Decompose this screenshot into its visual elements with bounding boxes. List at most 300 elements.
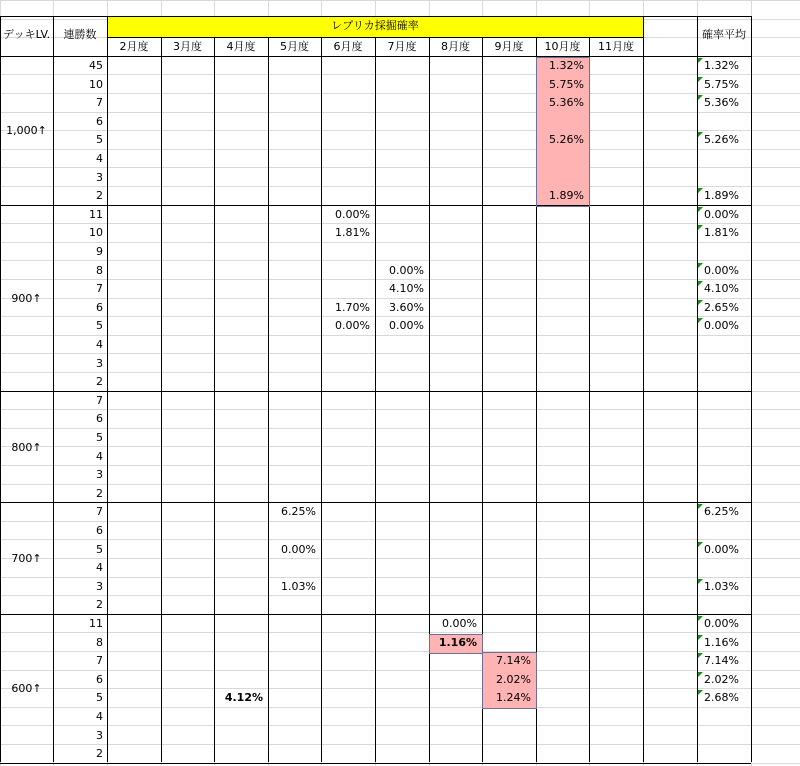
value-cell[interactable] [482, 634, 531, 652]
value-cell[interactable] [375, 392, 424, 410]
value-cell[interactable] [268, 243, 316, 261]
value-cell[interactable] [268, 355, 316, 373]
value-cell[interactable] [214, 466, 263, 484]
value-cell[interactable] [482, 317, 531, 335]
value-cell[interactable] [429, 410, 477, 428]
value-cell[interactable] [161, 317, 209, 335]
value-cell[interactable] [214, 392, 263, 410]
value-cell[interactable] [214, 429, 263, 447]
value-cell[interactable] [268, 671, 316, 689]
value-cell[interactable] [536, 615, 584, 633]
value-cell[interactable] [482, 485, 531, 503]
value-cell[interactable] [107, 708, 156, 726]
value-cell[interactable] [429, 280, 477, 298]
value-cell[interactable] [589, 448, 638, 466]
value-cell[interactable] [536, 522, 584, 540]
value-cell[interactable] [107, 429, 156, 447]
value-cell[interactable] [268, 634, 316, 652]
value-cell[interactable] [482, 113, 531, 131]
value-cell[interactable] [536, 243, 584, 261]
value-cell[interactable]: 0.00% [442, 617, 477, 630]
value-cell[interactable] [429, 541, 477, 559]
value-cell[interactable] [161, 224, 209, 242]
average-cell[interactable] [697, 336, 739, 354]
value-cell[interactable] [482, 559, 531, 577]
value-cell[interactable]: 7.14% [496, 654, 531, 667]
value-cell[interactable] [375, 169, 424, 187]
value-cell[interactable] [268, 466, 316, 484]
value-cell[interactable] [589, 76, 638, 94]
value-cell[interactable] [536, 541, 584, 559]
value-cell[interactable] [214, 559, 263, 577]
value-cell[interactable] [482, 206, 531, 224]
value-cell[interactable] [482, 94, 531, 112]
value-cell[interactable] [482, 578, 531, 596]
value-cell[interactable] [161, 187, 209, 205]
value-cell[interactable] [429, 708, 477, 726]
average-cell[interactable]: 1.32% [704, 59, 739, 72]
value-cell[interactable] [214, 503, 263, 521]
value-cell[interactable] [214, 262, 263, 280]
average-cell[interactable] [697, 708, 739, 726]
value-cell[interactable] [321, 448, 370, 466]
value-cell[interactable] [161, 169, 209, 187]
value-cell[interactable] [375, 485, 424, 503]
value-cell[interactable] [107, 299, 156, 317]
value-cell[interactable] [161, 206, 209, 224]
value-cell[interactable] [589, 466, 638, 484]
value-cell[interactable] [589, 336, 638, 354]
value-cell[interactable] [268, 57, 316, 75]
value-cell[interactable] [429, 131, 477, 149]
value-cell[interactable] [482, 392, 531, 410]
value-cell[interactable] [536, 485, 584, 503]
value-cell[interactable] [375, 596, 424, 614]
value-cell[interactable] [161, 355, 209, 373]
average-cell[interactable]: 1.89% [704, 189, 739, 202]
average-cell[interactable]: 5.26% [704, 133, 739, 146]
value-cell[interactable] [589, 671, 638, 689]
value-cell[interactable] [268, 299, 316, 317]
value-cell[interactable] [321, 634, 370, 652]
value-cell[interactable] [482, 336, 531, 354]
value-cell[interactable]: 1.81% [335, 226, 370, 239]
value-cell[interactable] [161, 727, 209, 745]
value-cell[interactable] [321, 708, 370, 726]
average-cell[interactable] [697, 559, 739, 577]
value-cell[interactable] [107, 727, 156, 745]
value-cell[interactable] [214, 522, 263, 540]
value-cell[interactable] [375, 727, 424, 745]
value-cell[interactable] [107, 113, 156, 131]
average-cell[interactable]: 7.14% [704, 654, 739, 667]
value-cell[interactable] [482, 169, 531, 187]
value-cell[interactable] [321, 652, 370, 670]
value-cell[interactable] [268, 615, 316, 633]
average-cell[interactable] [697, 355, 739, 373]
value-cell[interactable] [589, 187, 638, 205]
value-cell[interactable] [429, 578, 477, 596]
value-cell[interactable] [536, 708, 584, 726]
value-cell[interactable] [482, 708, 531, 726]
value-cell[interactable] [321, 355, 370, 373]
value-cell[interactable] [375, 410, 424, 428]
value-cell[interactable] [161, 373, 209, 391]
value-cell[interactable] [482, 410, 531, 428]
value-cell[interactable]: 5.36% [549, 96, 584, 109]
value-cell[interactable] [536, 317, 584, 335]
value-cell[interactable] [375, 373, 424, 391]
value-cell[interactable] [107, 76, 156, 94]
value-cell[interactable] [375, 503, 424, 521]
value-cell[interactable] [107, 559, 156, 577]
value-cell[interactable] [268, 708, 316, 726]
value-cell[interactable] [536, 355, 584, 373]
value-cell[interactable] [321, 94, 370, 112]
value-cell[interactable] [268, 224, 316, 242]
value-cell[interactable] [589, 94, 638, 112]
value-cell[interactable] [429, 299, 477, 317]
value-cell[interactable]: 1.70% [335, 301, 370, 314]
value-cell[interactable] [161, 689, 209, 707]
value-cell[interactable] [589, 522, 638, 540]
average-cell[interactable]: 0.00% [704, 264, 739, 277]
value-cell[interactable] [375, 559, 424, 577]
average-cell[interactable] [697, 485, 739, 503]
value-cell[interactable] [107, 671, 156, 689]
value-cell[interactable] [482, 727, 531, 745]
value-cell[interactable] [482, 131, 531, 149]
value-cell[interactable] [321, 522, 370, 540]
value-cell[interactable] [589, 485, 638, 503]
value-cell[interactable] [375, 57, 424, 75]
value-cell[interactable] [321, 429, 370, 447]
value-cell[interactable] [482, 76, 531, 94]
value-cell[interactable] [321, 578, 370, 596]
value-cell[interactable] [161, 503, 209, 521]
value-cell[interactable] [589, 708, 638, 726]
value-cell[interactable] [429, 689, 477, 707]
value-cell[interactable] [214, 57, 263, 75]
value-cell[interactable] [214, 355, 263, 373]
average-cell[interactable] [697, 243, 739, 261]
value-cell[interactable]: 6.25% [281, 505, 316, 518]
value-cell[interactable] [321, 503, 370, 521]
value-cell[interactable] [375, 448, 424, 466]
value-cell[interactable] [161, 559, 209, 577]
average-cell[interactable]: 2.65% [704, 301, 739, 314]
average-cell[interactable]: 0.00% [704, 543, 739, 556]
value-cell[interactable] [214, 76, 263, 94]
value-cell[interactable] [161, 336, 209, 354]
value-cell[interactable]: 2.02% [496, 673, 531, 686]
value-cell[interactable] [482, 187, 531, 205]
value-cell[interactable] [107, 243, 156, 261]
value-cell[interactable] [268, 169, 316, 187]
value-cell[interactable] [429, 206, 477, 224]
value-cell[interactable] [589, 596, 638, 614]
value-cell[interactable] [321, 262, 370, 280]
value-cell[interactable] [321, 410, 370, 428]
value-cell[interactable] [214, 448, 263, 466]
value-cell[interactable] [536, 150, 584, 168]
average-cell[interactable] [697, 392, 739, 410]
value-cell[interactable] [589, 317, 638, 335]
value-cell[interactable] [214, 299, 263, 317]
value-cell[interactable] [589, 652, 638, 670]
value-cell[interactable] [429, 187, 477, 205]
value-cell[interactable] [161, 150, 209, 168]
value-cell[interactable] [375, 652, 424, 670]
value-cell[interactable] [589, 634, 638, 652]
value-cell[interactable] [429, 243, 477, 261]
value-cell[interactable] [214, 187, 263, 205]
value-cell[interactable] [536, 299, 584, 317]
value-cell[interactable] [482, 224, 531, 242]
value-cell[interactable] [589, 429, 638, 447]
value-cell[interactable] [214, 652, 263, 670]
value-cell[interactable] [375, 150, 424, 168]
value-cell[interactable]: 4.12% [224, 691, 263, 704]
value-cell[interactable] [161, 113, 209, 131]
value-cell[interactable] [161, 671, 209, 689]
value-cell[interactable] [107, 503, 156, 521]
value-cell[interactable] [375, 578, 424, 596]
average-cell[interactable] [697, 448, 739, 466]
value-cell[interactable] [589, 689, 638, 707]
value-cell[interactable] [321, 373, 370, 391]
value-cell[interactable] [268, 336, 316, 354]
value-cell[interactable] [268, 689, 316, 707]
value-cell[interactable] [214, 727, 263, 745]
value-cell[interactable] [589, 131, 638, 149]
value-cell[interactable] [536, 745, 584, 763]
value-cell[interactable] [536, 578, 584, 596]
average-cell[interactable]: 6.25% [704, 505, 739, 518]
value-cell[interactable] [536, 113, 584, 131]
value-cell[interactable] [536, 429, 584, 447]
average-cell[interactable] [697, 410, 739, 428]
value-cell[interactable] [375, 224, 424, 242]
value-cell[interactable] [482, 280, 531, 298]
value-cell[interactable] [268, 113, 316, 131]
value-cell[interactable] [375, 355, 424, 373]
value-cell[interactable] [589, 113, 638, 131]
value-cell[interactable] [161, 596, 209, 614]
value-cell[interactable] [536, 689, 584, 707]
value-cell[interactable] [536, 448, 584, 466]
value-cell[interactable] [429, 745, 477, 763]
value-cell[interactable] [536, 206, 584, 224]
average-cell[interactable]: 1.16% [704, 636, 739, 649]
value-cell[interactable] [429, 94, 477, 112]
value-cell[interactable] [107, 634, 156, 652]
value-cell[interactable] [107, 410, 156, 428]
value-cell[interactable] [429, 113, 477, 131]
average-cell[interactable]: 0.00% [704, 208, 739, 221]
value-cell[interactable] [321, 392, 370, 410]
value-cell[interactable] [482, 57, 531, 75]
average-cell[interactable]: 5.75% [704, 78, 739, 91]
value-cell[interactable] [161, 634, 209, 652]
value-cell[interactable] [589, 57, 638, 75]
value-cell[interactable] [589, 410, 638, 428]
value-cell[interactable]: 1.24% [496, 691, 531, 704]
average-cell[interactable] [697, 373, 739, 391]
value-cell[interactable] [161, 57, 209, 75]
value-cell[interactable] [107, 485, 156, 503]
value-cell[interactable] [107, 373, 156, 391]
value-cell[interactable] [482, 503, 531, 521]
value-cell[interactable] [107, 541, 156, 559]
value-cell[interactable] [589, 262, 638, 280]
value-cell[interactable] [429, 224, 477, 242]
value-cell[interactable] [107, 336, 156, 354]
value-cell[interactable] [429, 169, 477, 187]
value-cell[interactable] [321, 131, 370, 149]
value-cell[interactable] [536, 280, 584, 298]
average-cell[interactable] [697, 522, 739, 540]
value-cell[interactable] [107, 392, 156, 410]
value-cell[interactable] [321, 745, 370, 763]
value-cell[interactable] [375, 745, 424, 763]
value-cell[interactable] [214, 243, 263, 261]
value-cell[interactable] [321, 466, 370, 484]
value-cell[interactable] [321, 150, 370, 168]
value-cell[interactable]: 4.10% [389, 282, 424, 295]
value-cell[interactable] [321, 57, 370, 75]
value-cell[interactable] [107, 206, 156, 224]
value-cell[interactable] [321, 336, 370, 354]
average-cell[interactable] [697, 113, 739, 131]
value-cell[interactable] [161, 76, 209, 94]
value-cell[interactable] [429, 57, 477, 75]
value-cell[interactable] [589, 615, 638, 633]
value-cell[interactable]: 1.16% [438, 636, 477, 649]
value-cell[interactable] [268, 317, 316, 335]
value-cell[interactable] [429, 317, 477, 335]
value-cell[interactable] [107, 150, 156, 168]
value-cell[interactable] [375, 131, 424, 149]
value-cell[interactable] [214, 150, 263, 168]
value-cell[interactable] [161, 745, 209, 763]
value-cell[interactable] [161, 448, 209, 466]
value-cell[interactable] [268, 280, 316, 298]
value-cell[interactable] [268, 392, 316, 410]
value-cell[interactable]: 0.00% [335, 319, 370, 332]
average-cell[interactable] [697, 466, 739, 484]
value-cell[interactable] [161, 615, 209, 633]
value-cell[interactable] [161, 299, 209, 317]
value-cell[interactable]: 0.00% [335, 208, 370, 221]
value-cell[interactable] [536, 169, 584, 187]
average-cell[interactable]: 1.03% [704, 580, 739, 593]
value-cell[interactable] [375, 671, 424, 689]
value-cell[interactable] [321, 615, 370, 633]
value-cell[interactable] [482, 596, 531, 614]
value-cell[interactable] [161, 485, 209, 503]
value-cell[interactable] [321, 596, 370, 614]
value-cell[interactable] [375, 187, 424, 205]
value-cell[interactable] [268, 94, 316, 112]
value-cell[interactable] [214, 131, 263, 149]
value-cell[interactable]: 0.00% [389, 319, 424, 332]
value-cell[interactable] [161, 280, 209, 298]
value-cell[interactable] [482, 615, 531, 633]
value-cell[interactable] [107, 522, 156, 540]
value-cell[interactable] [321, 187, 370, 205]
value-cell[interactable] [589, 355, 638, 373]
value-cell[interactable] [429, 336, 477, 354]
value-cell[interactable] [375, 94, 424, 112]
average-cell[interactable] [697, 596, 739, 614]
value-cell[interactable] [429, 727, 477, 745]
average-cell[interactable]: 2.02% [704, 673, 739, 686]
value-cell[interactable] [214, 708, 263, 726]
value-cell[interactable] [268, 262, 316, 280]
value-cell[interactable] [268, 150, 316, 168]
value-cell[interactable] [214, 94, 263, 112]
average-cell[interactable]: 4.10% [704, 282, 739, 295]
value-cell[interactable] [268, 429, 316, 447]
average-cell[interactable]: 0.00% [704, 617, 739, 630]
value-cell[interactable] [321, 689, 370, 707]
value-cell[interactable] [214, 373, 263, 391]
value-cell[interactable] [536, 671, 584, 689]
value-cell[interactable] [214, 317, 263, 335]
value-cell[interactable]: 0.00% [281, 543, 316, 556]
value-cell[interactable] [321, 76, 370, 94]
value-cell[interactable]: 1.89% [549, 189, 584, 202]
value-cell[interactable] [107, 689, 156, 707]
value-cell[interactable] [214, 634, 263, 652]
value-cell[interactable] [429, 429, 477, 447]
value-cell[interactable] [107, 652, 156, 670]
value-cell[interactable] [589, 224, 638, 242]
value-cell[interactable] [321, 541, 370, 559]
value-cell[interactable] [161, 94, 209, 112]
average-cell[interactable]: 5.36% [704, 96, 739, 109]
value-cell[interactable] [214, 615, 263, 633]
value-cell[interactable] [589, 299, 638, 317]
value-cell[interactable] [107, 317, 156, 335]
value-cell[interactable] [482, 448, 531, 466]
value-cell[interactable] [214, 113, 263, 131]
value-cell[interactable] [482, 262, 531, 280]
value-cell[interactable]: 5.26% [549, 133, 584, 146]
value-cell[interactable] [482, 541, 531, 559]
value-cell[interactable] [214, 541, 263, 559]
value-cell[interactable] [536, 262, 584, 280]
value-cell[interactable] [321, 169, 370, 187]
value-cell[interactable] [161, 466, 209, 484]
value-cell[interactable] [268, 652, 316, 670]
value-cell[interactable] [429, 522, 477, 540]
value-cell[interactable] [107, 745, 156, 763]
value-cell[interactable] [107, 355, 156, 373]
value-cell[interactable] [536, 503, 584, 521]
value-cell[interactable] [536, 727, 584, 745]
average-cell[interactable] [697, 745, 739, 763]
value-cell[interactable] [429, 355, 477, 373]
value-cell[interactable] [482, 745, 531, 763]
value-cell[interactable] [589, 727, 638, 745]
value-cell[interactable] [107, 94, 156, 112]
value-cell[interactable] [214, 169, 263, 187]
value-cell[interactable] [375, 689, 424, 707]
value-cell[interactable] [589, 559, 638, 577]
value-cell[interactable] [589, 745, 638, 763]
